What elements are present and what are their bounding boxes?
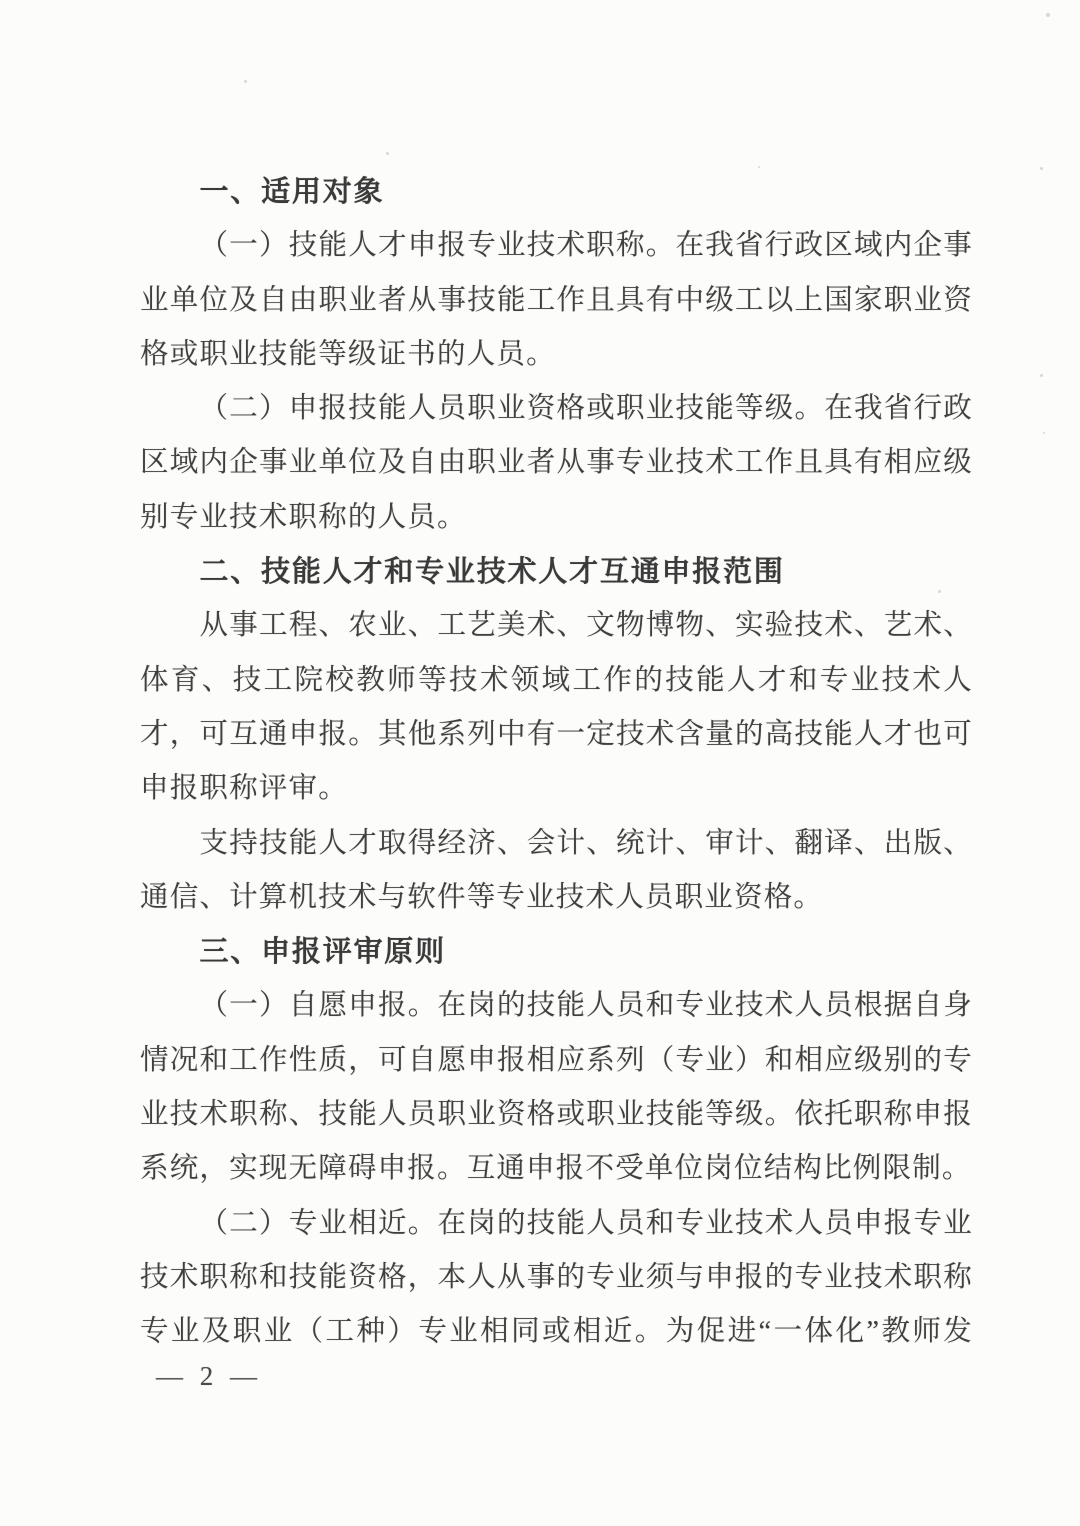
text-line: 通信、计算机技术与软件等专业技术人员职业资格。 — [140, 881, 824, 913]
section-heading: 一、适用对象 — [199, 176, 385, 208]
text-line: （一）自愿申报。在岗的技能人员和专业技术人员根据自身 — [199, 990, 973, 1022]
scan-speck — [1046, 13, 1050, 17]
page-number: — 2 — — [156, 1361, 262, 1391]
document-body — [140, 165, 973, 1360]
text-line: 从事工程、农业、工艺美术、文物博物、实验技术、艺术、 — [199, 610, 973, 642]
text-line: 业技术职称、技能人员职业资格或职业技能等级。依托职称申报 — [140, 1099, 973, 1131]
text-line: 专业及职业（工种）专业相同或相近。为促进“一体化”教师发 — [140, 1316, 973, 1348]
text-line: 别专业技术职称的人员。 — [140, 501, 467, 533]
text-line: 支持技能人才取得经济、会计、统计、审计、翻译、出版、 — [199, 827, 973, 859]
text-line: 情况和工作性质，可自愿申报相应系列（专业）和相应级别的专 — [140, 1044, 973, 1076]
text-line: （二）申报技能人员职业资格或职业技能等级。在我省行政 — [199, 393, 973, 425]
text-line: 业单位及自由职业者从事技能工作且具有中级工以上国家职业资 — [140, 284, 973, 316]
scan-speck — [1043, 432, 1045, 434]
section-heading: 三、申报评审原则 — [199, 936, 446, 969]
text-line: 系统，实现无障碍申报。互通申报不受单位岗位结构比例限制。 — [140, 1153, 972, 1185]
text-line: 区域内企事业单位及自由职业者从事专业技术工作且具有相应级 — [140, 447, 973, 479]
text-line: 申报职称评审。 — [140, 773, 348, 805]
text-line: 技术职称和技能资格，本人从事的专业须与申报的专业技术职称 — [140, 1261, 973, 1293]
text-line: 体育、技工院校教师等技术领域工作的技能人才和专业技术人 — [140, 664, 973, 696]
text-line: 才，可互通申报。其他系列中有一定技术含量的高技能人才也可 — [140, 718, 973, 750]
text-line: （一）技能人才申报专业技术职称。在我省行政区域内企事 — [199, 230, 973, 262]
scan-speck — [244, 80, 247, 83]
scan-speck — [1040, 167, 1043, 170]
scan-speck — [1040, 374, 1043, 377]
scan-speck — [386, 152, 389, 155]
text-line: 格或职业技能等级证书的人员。 — [140, 338, 556, 370]
section-heading: 二、技能人才和专业技术人才互通申报范围 — [199, 556, 785, 589]
text-line: （二）专业相近。在岗的技能人员和专业技术人员申报专业 — [199, 1207, 973, 1239]
